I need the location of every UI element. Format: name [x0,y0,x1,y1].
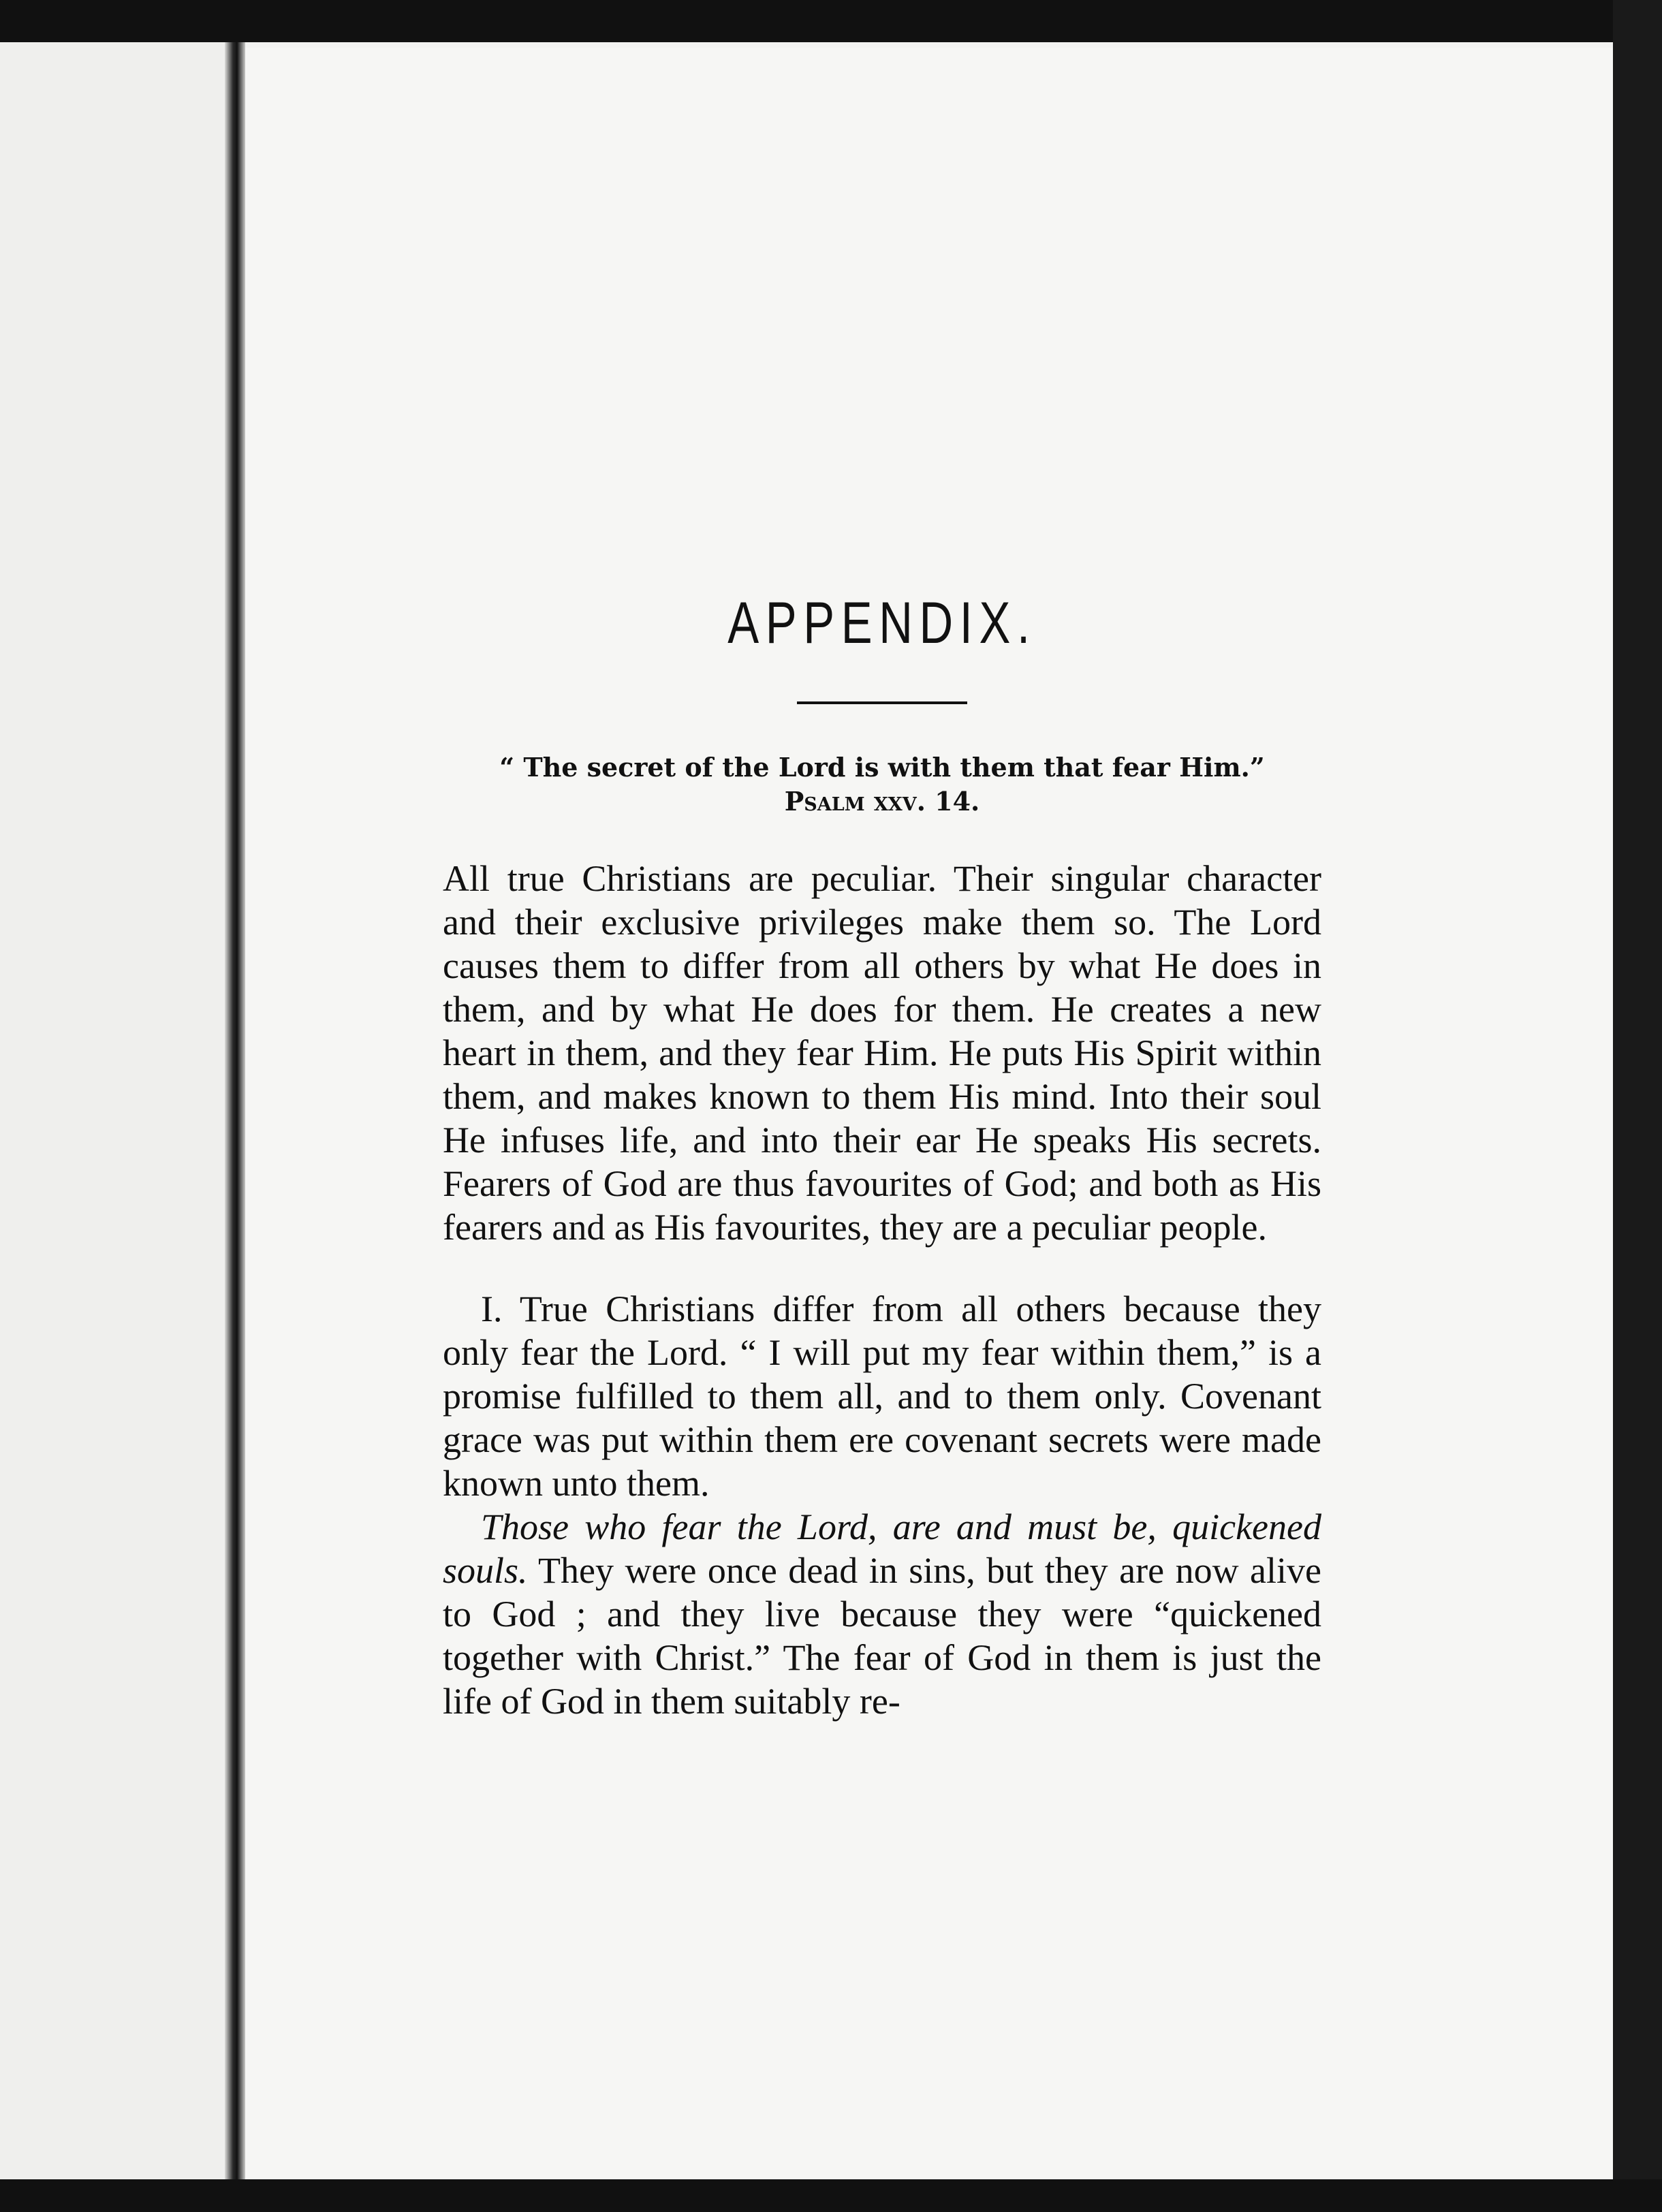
heading-rule [797,701,967,704]
body-text [443,857,1321,1723]
epigraph-quote: “ The secret of the Lord is with them that fear Him.” [499,752,1265,783]
scan-border-top [0,0,1662,42]
book-gutter [225,42,245,2179]
page-heading: APPENDIX. [727,590,1037,656]
paragraph-3-rest: They were once dead in sins, but they are now alive to God ; and they live because they were “quickened together with Christ.” The fear of God in them is just the life of God in them suitably re- [443,1550,1321,1722]
paragraph-3-italic: Those who fear the Lord, are and must be, quickened souls. [443,1506,1321,1591]
paragraph-3 [443,1505,1321,1723]
scan-border-bottom [0,2179,1662,2212]
left-page-blank [0,42,225,2179]
epigraph [443,750,1321,819]
page-content [443,586,1321,1723]
paragraph-2: I. True Christians differ from all others because they only fear the Lord. “ I will put my fear within them,” is a promise fulfilled to them all, and to them only. Covenant grace was put within them ere covenant secrets were made known unto them. [443,1289,1321,1504]
paragraph-1: All true Christians are peculiar. Their singular character and their exclusive privileges make them so. The Lord causes them to differ from all others by what He does in them, and by what He does for them. He creates a new heart in them, and they fear Him. He puts His Spirit within them, and makes known to them His mind. Into their soul He infuses life, and into their ear He speaks His secrets. Fearers of God are thus favourites of God; and both as His fearers and as His favourites, they are a peculiar people. [443,858,1321,1248]
epigraph-source: Psalm xxv. 14. [784,786,980,817]
scan-border-right [1613,0,1662,2212]
